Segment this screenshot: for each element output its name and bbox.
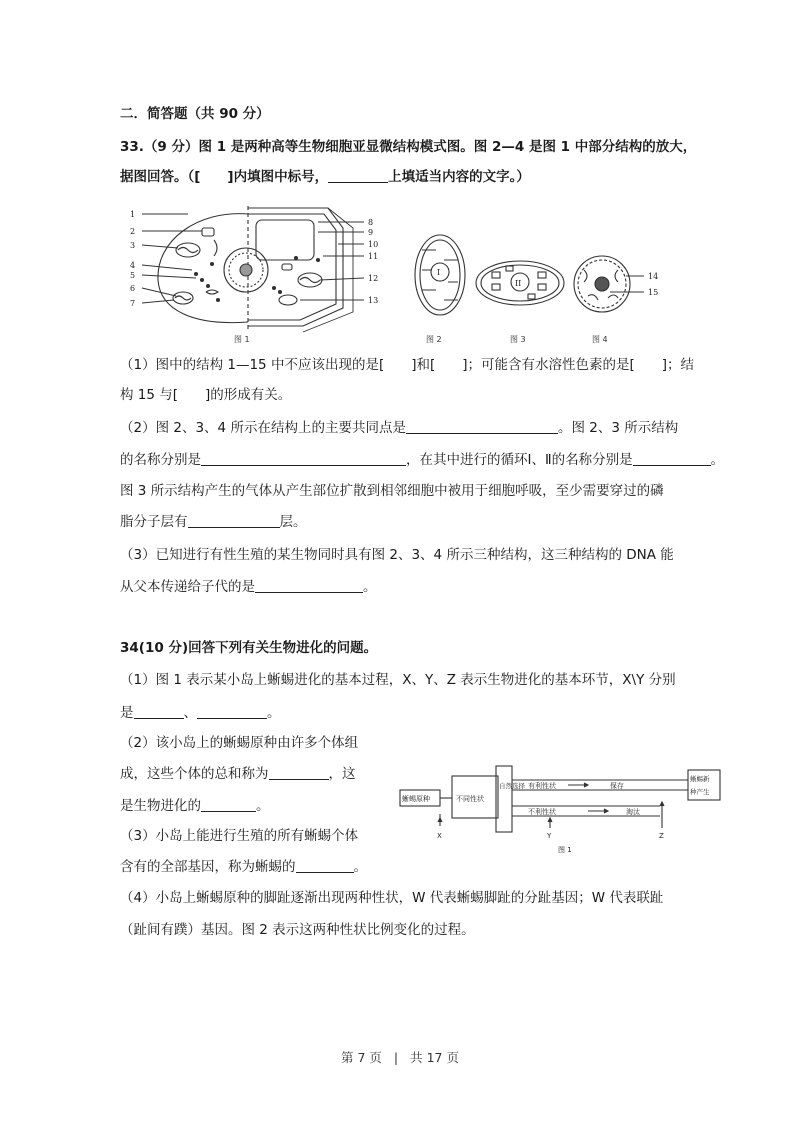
answer-blank: [633, 451, 711, 466]
diagram-traits-label: 不同性状: [456, 795, 484, 803]
q33-part2-line3: 图 3 所示结构产生的气体从产生部位扩散到相邻细胞中被用于细胞呼吸，至少需要穿过的磷: [120, 483, 664, 499]
q34-part1-line1: （1）图 1 表示某小岛上蜥蜴进化的基本过程，X、Y、Z 表示生物进化的基本环节，X\Y 分别: [120, 672, 676, 688]
diagram-z-label: Z: [659, 832, 664, 840]
fig1-label-4: 4: [130, 261, 136, 270]
fig4-label-14: 14: [648, 272, 659, 281]
q33-header-text-b: 上填适当内容的文字。）: [388, 169, 530, 185]
diagram-origin-label: 蜥蜴原种: [402, 795, 430, 803]
q34-part1-text-b: 、: [183, 705, 197, 721]
section-title: 二．简答题（共 90 分）: [120, 106, 270, 122]
answer-blank: [255, 578, 363, 593]
answer-blank: [134, 704, 184, 719]
diagram-unfavorable-label: 不利性状: [528, 808, 556, 816]
q34-part2-text-c: 是生物进化的: [120, 798, 201, 814]
fig1-label-12: 12: [368, 274, 379, 283]
q33-part2-text-e: 。: [710, 452, 725, 468]
fig1-label-13: 13: [368, 296, 379, 305]
q33-part2-line4: [120, 512, 307, 532]
fig2-caption: 图 2: [426, 335, 442, 344]
diagram-preserve-label: 保存: [610, 782, 624, 790]
q33-part2-text-a: （2）图 2、3、4 所示在结构上的主要共同点是: [120, 420, 406, 436]
q33-part2-text-b: 。图 2、3 所示结构: [557, 420, 679, 436]
q33-header-line1: 33.（9 分）图 1 是两种高等生物细胞亚显微结构模式图。图 2—4 是图 1 中部分结构的放大，: [120, 139, 697, 155]
q34-part4-line1: （4）小岛上蜥蜴原种的脚趾逐渐出现两种性状，W 代表蜥蜴脚趾的分趾基因；W 代表联趾: [120, 890, 664, 906]
fig1-label-8: 8: [368, 218, 374, 227]
answer-blank: [188, 513, 280, 528]
page-footer: [0, 1048, 800, 1066]
answer-blank: [269, 765, 329, 780]
q34-header: 34(10 分)回答下列有关生物进化的问题。: [120, 640, 378, 656]
q34-part1-text-a: 是: [120, 705, 134, 721]
footer-page-number: 第 7 页: [341, 1050, 382, 1065]
fig3-roman-label: II: [515, 279, 522, 288]
q34-part2-text-a: 成，这些个体的总和称为: [120, 766, 269, 782]
diagram-new-species-line2: 种产生: [690, 788, 710, 796]
fig1-label-3: 3: [130, 241, 136, 250]
fig1-label-9: 9: [368, 228, 374, 237]
answer-blank: [328, 168, 388, 183]
diagram-selection-label: [499, 781, 526, 790]
answer-blank: [296, 858, 354, 873]
q34-part1-text-c: 。: [267, 705, 281, 721]
footer-separator: |: [393, 1050, 399, 1065]
q34-part2-line1: （2）该小岛上的蜥蜴原种由许多个体组: [120, 735, 359, 751]
fig1-label-5: 5: [130, 271, 136, 280]
fig1-label-7: 7: [130, 299, 136, 308]
q33-cell-figures: [128, 200, 668, 348]
fig3-caption: 图 3: [510, 335, 526, 344]
q33-header-line2: [120, 167, 530, 187]
q33-part3-line1: （3）已知进行有性生殖的某生物同时具有图 2、3、4 所示三种结构，这三种结构的 DNA 能: [120, 547, 674, 563]
answer-blank: [197, 704, 267, 719]
q34-part1-line2: [120, 703, 281, 723]
fig1-caption: 图 1: [234, 335, 250, 344]
q33-part2-text-c: 的名称分别是: [120, 452, 201, 468]
q34-part2-line3: [120, 796, 270, 816]
answer-blank: [201, 451, 406, 466]
q33-part2-line2: [120, 450, 724, 470]
q33-part3-text-a: 从父本传递给子代的是: [120, 579, 255, 595]
q34-evolution-diagram: [398, 762, 724, 854]
figure-1-cell-diagram: [142, 206, 364, 332]
diagram-eliminate-label: 淘汰: [626, 808, 640, 816]
diagram-x-label: X: [437, 832, 442, 840]
q33-part3-text-b: 。: [363, 579, 377, 595]
figure-4-nucleus: [574, 256, 644, 312]
q33-part2-text-g: 层。: [279, 514, 307, 530]
diagram-y-label: Y: [547, 832, 552, 840]
q33-part2-text-d: ，在其中进行的循环Ⅰ、Ⅱ的名称分别是: [406, 452, 633, 468]
q33-part2-line1: [120, 418, 678, 438]
q34-part3-line2: [120, 857, 367, 877]
diagram-new-species-line1: 蜥蜴新: [690, 775, 710, 783]
answer-blank: [201, 797, 256, 812]
q33-part1-line2: 构 15 与[ ]的形成有关。: [120, 387, 292, 403]
footer-total-pages: 共 17 页: [410, 1050, 459, 1065]
q33-header-text-a: 据图回答。（[ ]内填图中标号，: [120, 169, 329, 185]
fig4-label-15: 15: [648, 288, 659, 297]
fig1-label-1: 1: [130, 210, 136, 219]
q33-part1-line1: （1）图中的结构 1—15 中不应该出现的是[ ]和[ ]；可能含有水溶性色素的是[ ]；结: [120, 357, 695, 373]
fig1-label-2: 2: [130, 227, 136, 236]
diagram-favorable-label: 有利性状: [528, 782, 556, 790]
answer-blank: [406, 419, 558, 434]
q34-part4-line2: （趾间有蹼）基因。图 2 表示这两种性状比例变化的过程。: [120, 922, 475, 938]
fig2-roman-label: I: [437, 268, 441, 277]
fig4-caption: 图 4: [592, 335, 608, 344]
q34-part3-text-a: 含有的全部基因，称为蜥蜴的: [120, 859, 296, 875]
q33-part3-line2: [120, 577, 377, 597]
q34-part2-text-b: ，这: [328, 766, 356, 782]
fig1-label-11: 11: [368, 252, 379, 261]
fig1-label-10: 10: [368, 240, 379, 249]
q34-part3-line1: （3）小岛上能进行生殖的所有蜥蜴个体: [120, 828, 359, 844]
q33-part2-text-f: 脂分子层有: [120, 514, 188, 530]
diagram-selection-text: 自然选择: [499, 782, 525, 790]
diagram-caption: 图 1: [558, 846, 572, 854]
q34-part2-text-d: 。: [256, 798, 270, 814]
fig1-label-6: 6: [130, 284, 136, 293]
q34-part2-line2: [120, 764, 356, 784]
q34-part3-text-b: 。: [353, 859, 367, 875]
